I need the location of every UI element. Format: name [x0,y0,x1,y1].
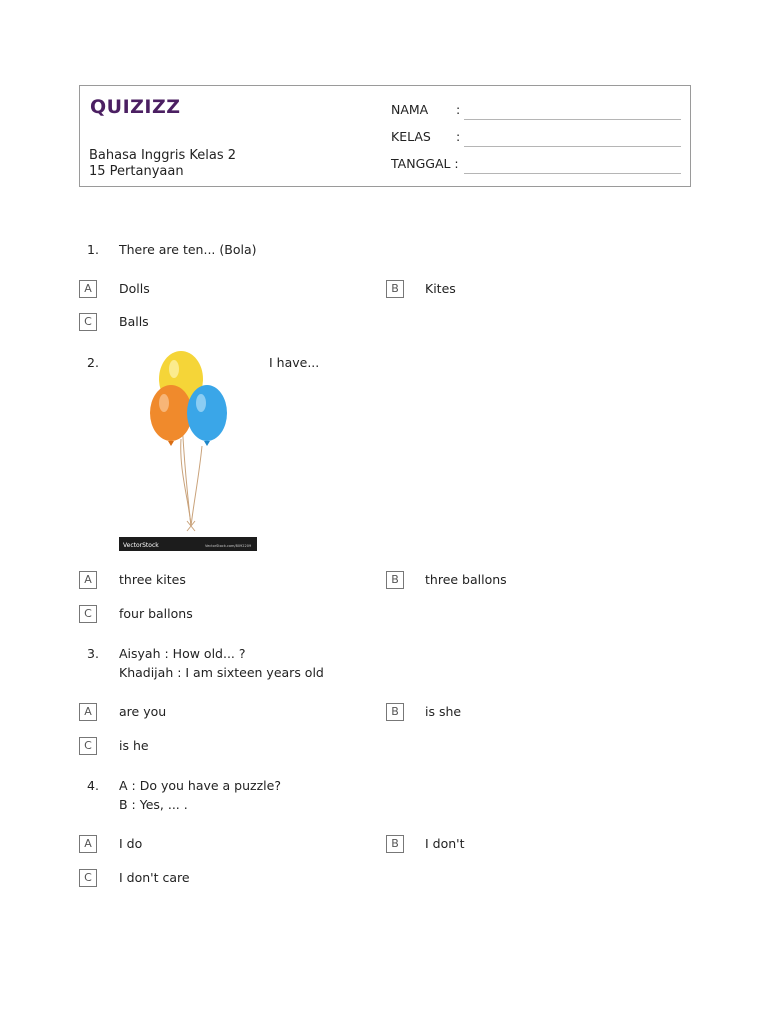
q1-option-b-text: Kites [425,281,456,296]
question-count: 15 Pertanyaan [89,164,184,179]
q1-option-c-text: Balls [119,314,149,329]
quiz-title: Bahasa Inggris Kelas 2 [89,148,237,163]
q1-option-a-box[interactable]: A [79,280,97,298]
q2-option-b-text: three ballons [425,572,507,587]
q1-option-c-box[interactable]: C [79,313,97,331]
question-4-line-2: B : Yes, ... . [119,797,188,812]
date-field[interactable] [464,173,681,174]
q3-option-a-text: are you [119,704,167,719]
worksheet-header [79,85,691,187]
q3-option-c-box[interactable]: C [79,737,97,755]
name-field[interactable] [464,119,681,120]
q2-option-a-box[interactable]: A [79,571,97,589]
q3-option-b-box[interactable]: B [386,703,404,721]
q3-option-c-text: is he [119,738,149,753]
svg-text:QUIZIZZ: QUIZIZZ [90,96,181,118]
name-label: NAMA [391,102,429,117]
q1-option-b-box[interactable]: B [386,280,404,298]
watermark-brand: VectorStock [123,542,159,549]
class-field[interactable] [464,146,681,147]
q2-option-a-text: three kites [119,572,186,587]
q2-option-c-box[interactable]: C [79,605,97,623]
class-colon: : [456,129,461,144]
orange-balloon-icon [150,385,192,441]
q4-option-c-text: I don't care [119,870,190,885]
name-colon: : [456,102,461,117]
q4-option-c-box[interactable]: C [79,869,97,887]
q3-option-b-text: is she [425,704,462,719]
question-3-line-2: Khadijah : I am sixteen years old [119,665,324,680]
q4-option-a-text: I do [119,836,143,851]
quizizz-logo [90,94,181,118]
question-3-number: 3. [87,646,99,661]
question-3-line-1: Aisyah : How old... ? [119,646,246,661]
q2-option-c-text: four ballons [119,606,193,621]
blue-balloon-icon [187,385,227,441]
q4-option-a-box[interactable]: A [79,835,97,853]
watermark-credit: VectorStock.com/8092209 [205,544,252,548]
question-4-number: 4. [87,778,99,793]
question-2-text: I have... [269,355,320,370]
question-4-line-1: A : Do you have a puzzle? [119,778,281,793]
date-label: TANGGAL : [391,156,459,171]
q3-option-a-box[interactable]: A [79,703,97,721]
question-2-number: 2. [87,355,99,370]
question-1-number: 1. [87,242,99,257]
q2-option-b-box[interactable]: B [386,571,404,589]
balloons-image [119,351,257,551]
class-label: KELAS [391,129,431,144]
question-1-text: There are ten... (Bola) [119,242,257,257]
q4-option-b-box[interactable]: B [386,835,404,853]
q4-option-b-text: I don't [425,836,465,851]
q1-option-a-text: Dolls [119,281,150,296]
